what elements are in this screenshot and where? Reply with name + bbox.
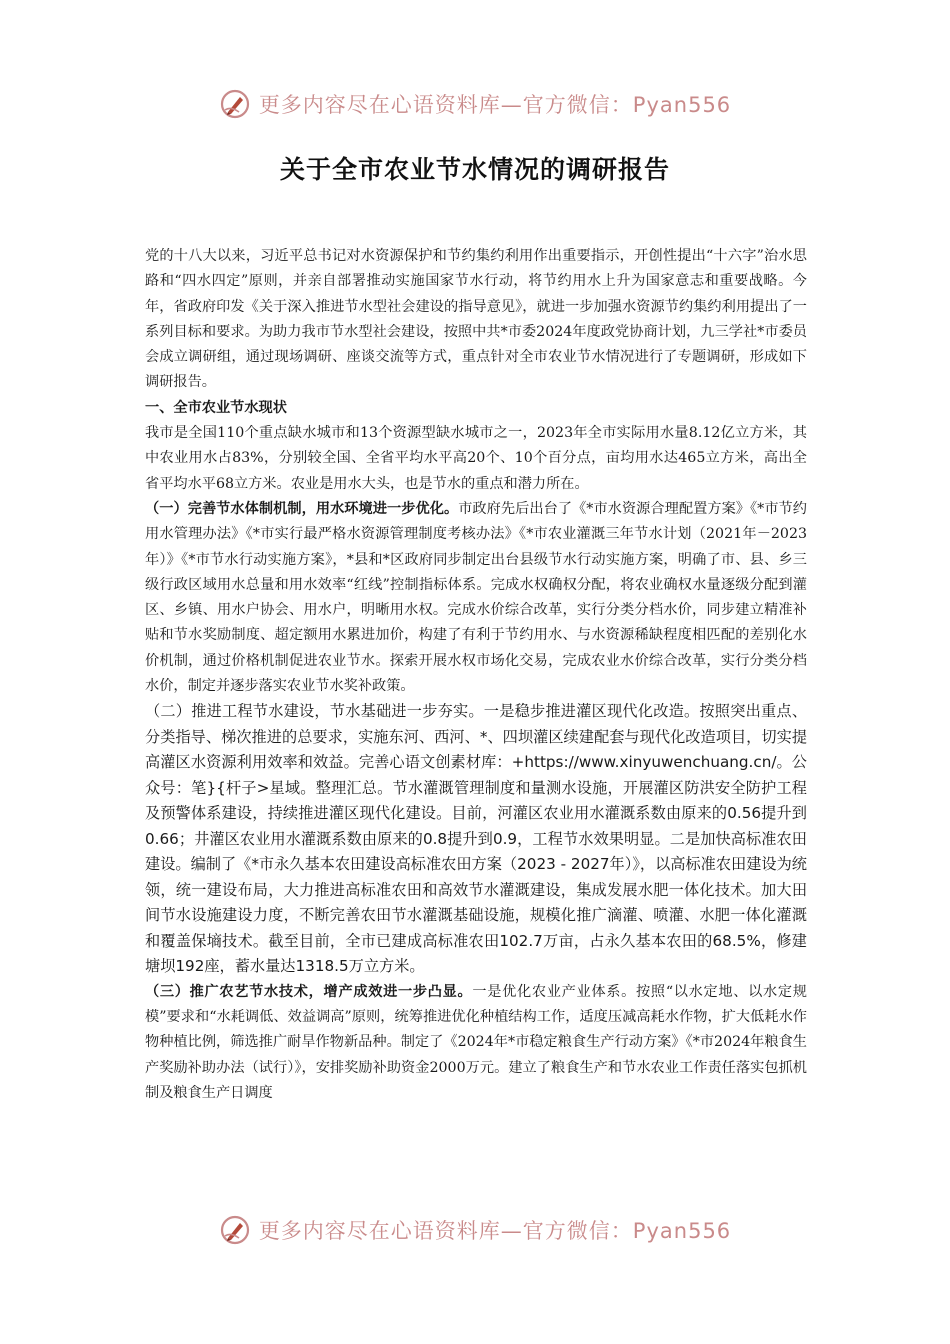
footer-banner[interactable] [0, 1210, 950, 1250]
subsection1-paragraph [145, 497, 807, 699]
subsection3-text: 一是优化农业产业体系。按照“以水定地、以水定规模”要求和“水耗调低、效益调高”原则，统筹推进优化种植结构工作，适度压减高耗水作物，扩大低耗水作物种植比例，筛选推广耐旱作物新品种。制定了《2024年*市稳定粮食生产行动方案》《*市2024年粮食生产奖励补助办法（试行）》，安排奖励补助资金2000万元。建立了粮食生产和节水农业工作责任落实包抓机制及粮食生产日调度 [145, 983, 807, 1102]
intro-paragraph: 党的十八大以来，习近平总书记对水资源保护和节约集约利用作出重要指示，开创性提出“十六字”治水思路和“四水四定”原则，并亲自部署推动实施国家节水行动，将节约用水上升为国家意志和重要战略。今年，省政府印发《关于深入推进节水型社会建设的指导意见》，就进一步加强水资源节约集约利用提出了一系列目标和要求。为助力我市节水型社会建设，按照中共*市委2024年度政党协商计划，九三学社*市委员会成立调研组，通过现场调研、座谈交流等方式，重点针对全市农业节水情况进行了专题调研，形成如下调研报告。 [145, 248, 807, 391]
document-body [145, 244, 807, 1106]
banner-text: 更多内容尽在心语资料库—官方微信：Pyan556 [258, 1219, 732, 1243]
subsection3-paragraph [145, 980, 807, 1106]
section-heading: 一、全市农业节水现状 [145, 399, 287, 416]
header-banner[interactable] [0, 84, 950, 124]
subsection3-heading: （三）推广农艺节水技术，增产成效进一步凸显。 [145, 983, 473, 1000]
subsection1-text: 市政府先后出台了《*市水资源合理配置方案》《*市节约用水管理办法》《*市实行最严格水资源管理制度考核办法》《*市农业灌溉三年节水计划（2021年－2023年）》《*市节水行动实施方案》，*县和*区政府同步制定出台县级节水行动实施方案，明确了市、县、乡三级行政区域用水总量和用水效率“红线”控制指标体系。完成水权确权分配，将农业确权水量逐级分配到灌区、乡镇、用水户协会、用水户，明晰用水权。完成水价综合改革，实行分类分档水价，同步建立精准补贴和节水奖励制度、超定额用水累进加价，构建了有利于节约用水、与水资源稀缺程度相匹配的差别化水价机制，通过价格机制促进农业节水。探索开展水权市场化交易，完成农业水价综合改革，实行分类分档水价，制定并逐步落实农业节水奖补政策。 [145, 500, 807, 695]
banner-text: 更多内容尽在心语资料库—官方微信：Pyan556 [258, 93, 732, 117]
section1-paragraph: 我市是全国110个重点缺水城市和13个资源型缺水城市之一，2023年全市实际用水量8.12亿立方米，其中农业用水占83%，分别较全国、全省平均水平高20个、10个百分点，亩均用水达465立方米，高出全省平均水平68立方米。农业是用水大头，也是节水的重点和潜力所在。 [145, 425, 807, 492]
subsection2-paragraph: （二）推进工程节水建设，节水基础进一步夯实。一是稳步推进灌区现代化改造。按照突出重点、分类指导、梯次推进的总要求，实施东河、西河、*、四坝灌区续建配套与现代化改造项目，切实提高灌区水资源利用效率和效益。完善心语文创素材库：+https://www.xinyuwenchuang.cn/。公众号：笔}{杆子>星域。整理汇总。节水灌溉管理制度和量测水设施，开展灌区防洪安全防护工程及预警体系建设，持续推进灌区现代化建设。目前，河灌区农业用水灌溉系数由原来的0.56提升到0.66；井灌区农业用水灌溉系数由原来的0.8提升到0.9，工程节水效果明显。二是加快高标准农田建设。编制了《*市永久基本农田建设高标准农田方案（2023 - 2027年）》，以高标准农田建设为统领，统一建设布局，大力推进高标准农田和高效节水灌溉建设，集成发展水肥一体化技术。加大田间节水设施建设力度，不断完善农田节水灌溉基础设施，规模化推广滴灌、喷灌、水肥一体化灌溉和覆盖保墒技术。截至目前，全市已建成高标准农田102.7万亩，占永久基本农田的68.5%，修建塘坝192座，蓄水量达1318.5万立方米。 [145, 702, 807, 976]
pen-circle-logo-icon [219, 1214, 251, 1246]
pen-circle-logo-icon [219, 88, 251, 120]
subsection1-heading: （一）完善节水体制机制，用水环境进一步优化。 [145, 500, 459, 517]
page-title: 关于全市农业节水情况的调研报告 [279, 155, 670, 184]
